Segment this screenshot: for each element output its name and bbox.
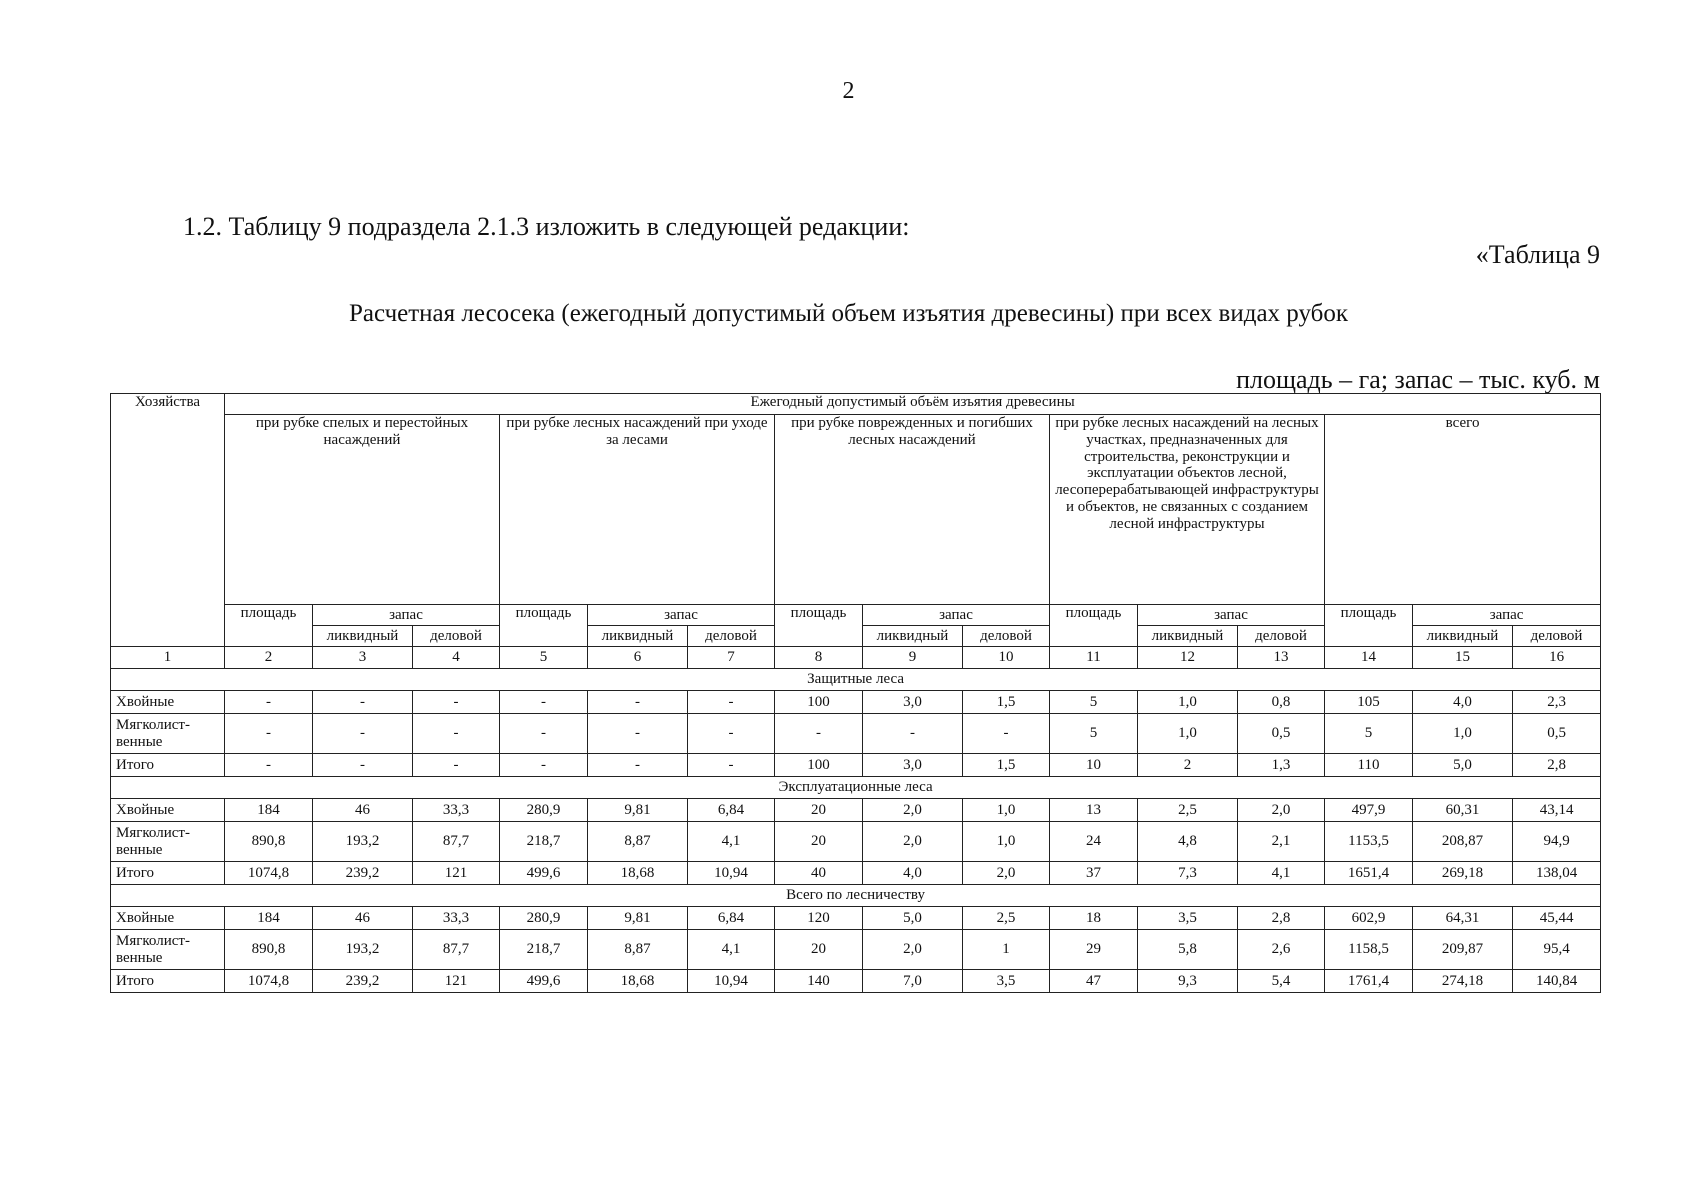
table-cell: 2,0: [863, 822, 963, 862]
table-cell: 60,31: [1413, 799, 1513, 822]
table-cell: 33,3: [413, 907, 500, 930]
table-cell: 18,68: [588, 970, 688, 993]
table-cell: 0,5: [1238, 714, 1325, 754]
column-number: 12: [1138, 647, 1238, 669]
table-cell: 6,84: [688, 907, 775, 930]
table-cell: 3,0: [863, 754, 963, 777]
table-cell: 64,31: [1413, 907, 1513, 930]
table-cell: -: [225, 691, 313, 714]
table-cell: -: [313, 691, 413, 714]
row-label: Хвойные: [111, 691, 225, 714]
table-cell: 110: [1325, 754, 1413, 777]
table-cell: 209,87: [1413, 930, 1513, 970]
column-number: 1: [111, 647, 225, 669]
table-cell: 2,3: [1513, 691, 1601, 714]
header-liquid: ликвидный: [588, 626, 688, 647]
table-cell: 5: [1050, 714, 1138, 754]
table-cell: -: [413, 714, 500, 754]
table-title: Расчетная лесосека (ежегодный допустимый объем изъятия древесины) при всех видах рубок: [348, 300, 1349, 327]
column-number: 4: [413, 647, 500, 669]
row-label: Итого: [111, 862, 225, 885]
table-cell: 208,87: [1413, 822, 1513, 862]
table-cell: -: [963, 714, 1050, 754]
table-cell: 13: [1050, 799, 1138, 822]
table-cell: 10: [1050, 754, 1138, 777]
table-cell: -: [863, 714, 963, 754]
column-number: 16: [1513, 647, 1601, 669]
table-cell: -: [313, 754, 413, 777]
table-cell: 20: [775, 822, 863, 862]
table-cell: 6,84: [688, 799, 775, 822]
header-stock: запас: [863, 605, 1050, 626]
intro-paragraph: 1.2. Таблицу 9 подраздела 2.1.3 изложить в следующей редакции:: [183, 212, 910, 241]
column-number-row: [111, 647, 1601, 669]
table-cell: 193,2: [313, 822, 413, 862]
column-number: 3: [313, 647, 413, 669]
table-cell: 10,94: [688, 862, 775, 885]
table-cell: 1,0: [963, 799, 1050, 822]
header-stock: запас: [1413, 605, 1601, 626]
table-cell: 239,2: [313, 970, 413, 993]
header-area: площадь: [225, 605, 313, 647]
table-cell: 10,94: [688, 970, 775, 993]
units-note: площадь – га; запас – тыс. куб. м: [1236, 365, 1600, 394]
table-cell: -: [688, 714, 775, 754]
table-cell: 2,1: [1238, 822, 1325, 862]
column-number: 14: [1325, 647, 1413, 669]
table-cell: 274,18: [1413, 970, 1513, 993]
table-cell: -: [500, 714, 588, 754]
header-liquid: ликвидный: [1413, 626, 1513, 647]
table-cell: 2: [1138, 754, 1238, 777]
section-title: Защитные леса: [111, 669, 1601, 691]
header-group-damaged: при рубке поврежденных и погибших лесных насаждений: [775, 415, 1050, 605]
table-cell: 46: [313, 799, 413, 822]
table-cell: 890,8: [225, 930, 313, 970]
table-cell: 1,5: [963, 691, 1050, 714]
table-cell: 2,8: [1238, 907, 1325, 930]
table-cell: 5: [1050, 691, 1138, 714]
table-cell: 5,0: [1413, 754, 1513, 777]
table-cell: 4,1: [688, 930, 775, 970]
table-cell: 890,8: [225, 822, 313, 862]
table-cell: 2,5: [963, 907, 1050, 930]
table-row: [111, 970, 1601, 993]
table-cell: 5: [1325, 714, 1413, 754]
table-cell: 47: [1050, 970, 1138, 993]
column-number: 9: [863, 647, 963, 669]
table-cell: 20: [775, 930, 863, 970]
table-cell: -: [313, 714, 413, 754]
header-liquid: ликвидный: [313, 626, 413, 647]
table-cell: 4,0: [1413, 691, 1513, 714]
column-number: 5: [500, 647, 588, 669]
row-label: Хвойные: [111, 907, 225, 930]
table-cell: 193,2: [313, 930, 413, 970]
section-row: [111, 777, 1601, 799]
table-cell: 1153,5: [1325, 822, 1413, 862]
table-cell: 2,8: [1513, 754, 1601, 777]
table-row: [111, 754, 1601, 777]
table-row: [111, 714, 1601, 754]
table-cell: 184: [225, 799, 313, 822]
header-area: площадь: [1325, 605, 1413, 647]
table-cell: 7,0: [863, 970, 963, 993]
table-cell: 94,9: [1513, 822, 1601, 862]
table-cell: 37: [1050, 862, 1138, 885]
table-cell: 100: [775, 691, 863, 714]
table-cell: 602,9: [1325, 907, 1413, 930]
header-business: деловой: [1238, 626, 1325, 647]
table-body: [111, 647, 1601, 993]
table-cell: 3,5: [963, 970, 1050, 993]
table-cell: 218,7: [500, 822, 588, 862]
table-cell: 3,5: [1138, 907, 1238, 930]
table-cell: 43,14: [1513, 799, 1601, 822]
table-cell: 40: [775, 862, 863, 885]
table-cell: 87,7: [413, 930, 500, 970]
table-cell: 5,8: [1138, 930, 1238, 970]
table-cell: 120: [775, 907, 863, 930]
table-cell: 18: [1050, 907, 1138, 930]
table-cell: 1158,5: [1325, 930, 1413, 970]
table-cell: 1761,4: [1325, 970, 1413, 993]
table-cell: -: [413, 691, 500, 714]
table-cell: 24: [1050, 822, 1138, 862]
table-cell: 2,6: [1238, 930, 1325, 970]
table-cell: 1,0: [1138, 691, 1238, 714]
table-cell: 2,0: [863, 799, 963, 822]
table-cell: 280,9: [500, 907, 588, 930]
table-cell: 218,7: [500, 930, 588, 970]
section-row: [111, 885, 1601, 907]
table-label: «Таблица 9: [1475, 240, 1600, 269]
table-cell: 280,9: [500, 799, 588, 822]
header-group-title: Ежегодный допустимый объём изъятия древесины: [225, 394, 1601, 415]
row-label: Итого: [111, 970, 225, 993]
column-number: 13: [1238, 647, 1325, 669]
table-cell: 5,0: [863, 907, 963, 930]
table-cell: 5,4: [1238, 970, 1325, 993]
table-cell: 1,0: [963, 822, 1050, 862]
header-liquid: ликвидный: [863, 626, 963, 647]
table-cell: 2,0: [963, 862, 1050, 885]
page-number: 2: [842, 78, 855, 104]
table-cell: 1,0: [1138, 714, 1238, 754]
table-cell: 20: [775, 799, 863, 822]
header-area: площадь: [1050, 605, 1138, 647]
table-cell: 140: [775, 970, 863, 993]
table-cell: -: [688, 754, 775, 777]
table-cell: -: [688, 691, 775, 714]
table-cell: 1,0: [1413, 714, 1513, 754]
table-row: [111, 907, 1601, 930]
header-area: площадь: [500, 605, 588, 647]
row-label: Мягколист-венные: [111, 930, 225, 970]
table-cell: -: [225, 754, 313, 777]
table-cell: 9,81: [588, 799, 688, 822]
table-cell: 1,5: [963, 754, 1050, 777]
table-cell: 4,1: [1238, 862, 1325, 885]
table-cell: 9,81: [588, 907, 688, 930]
header-business: деловой: [688, 626, 775, 647]
table-cell: 18,68: [588, 862, 688, 885]
table-cell: -: [588, 714, 688, 754]
table-cell: 100: [775, 754, 863, 777]
table-cell: 140,84: [1513, 970, 1601, 993]
column-number: 11: [1050, 647, 1138, 669]
table-cell: 45,44: [1513, 907, 1601, 930]
header-group-construction: при рубке лесных насаждений на лесных участках, предназначенных для строительства, реконструкции и эксплуатации объектов лесной, лесоперерабатывающей инфраструктуры и объектов, не связанных с созданием лесной инфраструктуры: [1050, 415, 1325, 605]
table-cell: -: [588, 754, 688, 777]
header-group-tending: при рубке лесных насаждений при уходе за лесами: [500, 415, 775, 605]
header-area: площадь: [775, 605, 863, 647]
allowable-cut-table: [110, 393, 1601, 993]
table-cell: -: [775, 714, 863, 754]
table-cell: 0,8: [1238, 691, 1325, 714]
header-stock: запас: [1138, 605, 1325, 626]
table-cell: 121: [413, 862, 500, 885]
section-title: Всего по лесничеству: [111, 885, 1601, 907]
row-label: Итого: [111, 754, 225, 777]
column-number: 2: [225, 647, 313, 669]
table-cell: 499,6: [500, 862, 588, 885]
section-row: [111, 669, 1601, 691]
row-label: Хвойные: [111, 799, 225, 822]
table-cell: 8,87: [588, 930, 688, 970]
table-row: [111, 930, 1601, 970]
table-cell: -: [413, 754, 500, 777]
table-row: [111, 822, 1601, 862]
header-liquid: ликвидный: [1138, 626, 1238, 647]
table-cell: 121: [413, 970, 500, 993]
header-stock: запас: [588, 605, 775, 626]
column-number: 10: [963, 647, 1050, 669]
table-cell: 2,0: [1238, 799, 1325, 822]
header-stock: запас: [313, 605, 500, 626]
table-cell: 2,5: [1138, 799, 1238, 822]
header-group-total: всего: [1325, 415, 1601, 605]
header-business: деловой: [963, 626, 1050, 647]
table-cell: 3,0: [863, 691, 963, 714]
table-cell: 1074,8: [225, 862, 313, 885]
table-cell: -: [588, 691, 688, 714]
table-row: [111, 691, 1601, 714]
column-number: 7: [688, 647, 775, 669]
table-cell: 497,9: [1325, 799, 1413, 822]
table-cell: 499,6: [500, 970, 588, 993]
table-cell: -: [225, 714, 313, 754]
table-cell: 1651,4: [1325, 862, 1413, 885]
table-cell: 4,0: [863, 862, 963, 885]
table-cell: 4,8: [1138, 822, 1238, 862]
row-label: Мягколист-венные: [111, 822, 225, 862]
table-cell: 138,04: [1513, 862, 1601, 885]
table-cell: 87,7: [413, 822, 500, 862]
header-farms: Хозяйства: [111, 394, 225, 647]
table-cell: 4,1: [688, 822, 775, 862]
table-cell: 8,87: [588, 822, 688, 862]
table-cell: 29: [1050, 930, 1138, 970]
header-business: деловой: [1513, 626, 1601, 647]
table-cell: 7,3: [1138, 862, 1238, 885]
section-title: Эксплуатационные леса: [111, 777, 1601, 799]
table-cell: 2,0: [863, 930, 963, 970]
row-label: Мягколист-венные: [111, 714, 225, 754]
table-cell: 269,18: [1413, 862, 1513, 885]
table-cell: -: [500, 754, 588, 777]
table-cell: -: [500, 691, 588, 714]
table-cell: 184: [225, 907, 313, 930]
table-row: [111, 862, 1601, 885]
table-row: [111, 799, 1601, 822]
table-cell: 33,3: [413, 799, 500, 822]
table-cell: 105: [1325, 691, 1413, 714]
table-cell: 46: [313, 907, 413, 930]
table-cell: 0,5: [1513, 714, 1601, 754]
column-number: 8: [775, 647, 863, 669]
table-cell: 1,3: [1238, 754, 1325, 777]
table-cell: 239,2: [313, 862, 413, 885]
table-cell: 1074,8: [225, 970, 313, 993]
header-group-mature: при рубке спелых и перестойных насаждений: [225, 415, 500, 605]
column-number: 6: [588, 647, 688, 669]
table-cell: 9,3: [1138, 970, 1238, 993]
column-number: 15: [1413, 647, 1513, 669]
table-cell: 95,4: [1513, 930, 1601, 970]
header-business: деловой: [413, 626, 500, 647]
table-cell: 1: [963, 930, 1050, 970]
